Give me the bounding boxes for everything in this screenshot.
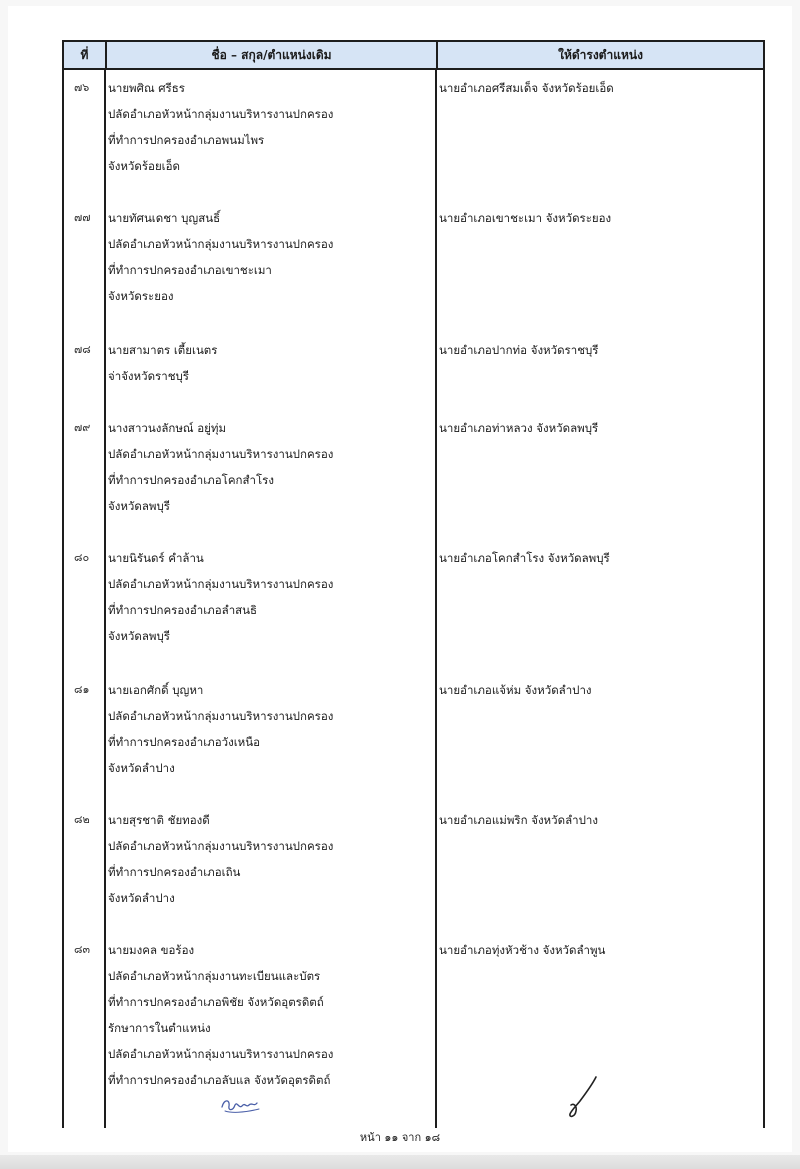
old-position-line: ที่ทำการปกครองอำเภอวังเหนือ bbox=[108, 735, 261, 749]
row-number: ๗๙ bbox=[74, 421, 91, 434]
row-number: ๗๖ bbox=[74, 81, 90, 94]
old-position-line: ที่ทำการปกครองอำเภอเขาชะเมา bbox=[108, 263, 272, 277]
old-position-line: จังหวัดร้อยเอ็ด bbox=[108, 159, 180, 173]
person-name: นายพศิณ ศรีธร bbox=[108, 81, 185, 95]
handwritten-initials bbox=[219, 1093, 263, 1115]
row-name-old-position bbox=[108, 337, 217, 389]
row-name-old-position bbox=[108, 937, 333, 1093]
person-name: นางสาวนงลักษณ์ อยู่ทุ่ม bbox=[108, 421, 227, 435]
header-name-old-position: ชื่อ – สกุล/ตำแหน่งเดิม bbox=[107, 42, 438, 68]
new-position: นายอำเภอเขาชะเมา จังหวัดระยอง bbox=[439, 211, 612, 225]
old-position-line: ปลัดอำเภอหัวหน้ากลุ่มงานบริหารงานปกครอง bbox=[108, 107, 334, 121]
handwritten-signature bbox=[562, 1073, 604, 1119]
header-new-position: ให้ดำรงตำแหน่ง bbox=[558, 47, 643, 62]
row-name-old-position bbox=[108, 75, 333, 179]
old-position-line: จังหวัดลพบุรี bbox=[108, 499, 170, 513]
table-border-left bbox=[62, 70, 64, 1128]
row-name-old-position bbox=[108, 545, 333, 649]
new-position: นายอำเภอแม่พริก จังหวัดลำปาง bbox=[439, 813, 598, 827]
old-position-line: ปลัดอำเภอหัวหน้ากลุ่มงานบริหารงานปกครอง bbox=[108, 709, 334, 723]
old-position-line: จังหวัดลำปาง bbox=[108, 891, 175, 905]
table-header bbox=[62, 40, 765, 70]
old-position-line: ที่ทำการปกครองอำเภอลับแล จังหวัดอุตรดิตถ์ bbox=[108, 1073, 331, 1087]
table-border-right bbox=[763, 70, 765, 1128]
old-position-line: จังหวัดลพบุรี bbox=[108, 629, 170, 643]
row-number: ๘๓ bbox=[74, 943, 91, 956]
row-number: ๘๒ bbox=[74, 813, 90, 826]
person-name: นายนิรันดร์ คำล้าน bbox=[108, 551, 204, 565]
person-name: นายมงคล ขอร้อง bbox=[108, 943, 195, 957]
new-position: นายอำเภอโคกสำโรง จังหวัดลพบุรี bbox=[439, 551, 610, 565]
old-position-line: ปลัดอำเภอหัวหน้ากลุ่มงานทะเบียนและบัตร bbox=[108, 969, 321, 983]
old-position-line: ปลัดอำเภอหัวหน้ากลุ่มงานบริหารงานปกครอง bbox=[108, 447, 334, 461]
header-number: ที่ bbox=[64, 42, 107, 68]
person-name: นายเอกศักดิ์ บุญหา bbox=[108, 683, 204, 697]
old-position-line: ปลัดอำเภอหัวหน้ากลุ่มงานบริหารงานปกครอง bbox=[108, 237, 334, 251]
table-divider-1 bbox=[104, 70, 106, 1128]
old-position-line: ปลัดอำเภอหัวหน้ากลุ่มงานบริหารงานปกครอง bbox=[108, 1047, 334, 1061]
old-position-line: รักษาการในตำแหน่ง bbox=[108, 1021, 211, 1035]
old-position-line: ที่ทำการปกครองอำเภอเถิน bbox=[108, 865, 241, 879]
person-name: นายสุรชาติ ชัยทองดี bbox=[108, 813, 210, 827]
new-position: นายอำเภอศรีสมเด็จ จังหวัดร้อยเอ็ด bbox=[439, 81, 614, 95]
row-number: ๗๗ bbox=[74, 211, 91, 224]
row-number: ๘๑ bbox=[74, 683, 90, 696]
new-position: นายอำเภอปากท่อ จังหวัดราชบุรี bbox=[439, 343, 599, 357]
old-position-line: ที่ทำการปกครองอำเภอพิชัย จังหวัดอุตรดิตถ์ bbox=[108, 995, 324, 1009]
old-position-line: จ่าจังหวัดราชบุรี bbox=[108, 369, 189, 383]
new-position: นายอำเภอทุ่งหัวช้าง จังหวัดลำพูน bbox=[439, 943, 606, 957]
old-position-line: ที่ทำการปกครองอำเภอพนมไพร bbox=[108, 133, 265, 147]
row-number: ๘๐ bbox=[74, 551, 90, 564]
row-name-old-position bbox=[108, 205, 333, 309]
old-position-line: ที่ทำการปกครองอำเภอโคกสำโรง bbox=[108, 473, 274, 487]
row-number: ๗๘ bbox=[74, 343, 91, 356]
old-position-line: จังหวัดลำปาง bbox=[108, 761, 175, 775]
person-name: นายทัศนเดชา บุญสนธิ์ bbox=[108, 211, 221, 225]
table-divider-2 bbox=[435, 70, 437, 1128]
scan-edge bbox=[0, 1155, 800, 1169]
person-name: นายสามาตร เตี้ยเนตร bbox=[108, 343, 218, 357]
new-position: นายอำเภอแจ้ห่ม จังหวัดลำปาง bbox=[439, 683, 592, 697]
old-position-line: ที่ทำการปกครองอำเภอลำสนธิ bbox=[108, 603, 258, 617]
row-name-old-position bbox=[108, 677, 333, 781]
row-name-old-position bbox=[108, 807, 333, 911]
page-number: หน้า ๑๑ จาก ๑๘ bbox=[359, 1131, 441, 1144]
old-position-line: จังหวัดระยอง bbox=[108, 289, 174, 303]
row-name-old-position bbox=[108, 415, 333, 519]
new-position: นายอำเภอท่าหลวง จังหวัดลพบุรี bbox=[439, 421, 599, 435]
old-position-line: ปลัดอำเภอหัวหน้ากลุ่มงานบริหารงานปกครอง bbox=[108, 839, 334, 853]
old-position-line: ปลัดอำเภอหัวหน้ากลุ่มงานบริหารงานปกครอง bbox=[108, 577, 334, 591]
